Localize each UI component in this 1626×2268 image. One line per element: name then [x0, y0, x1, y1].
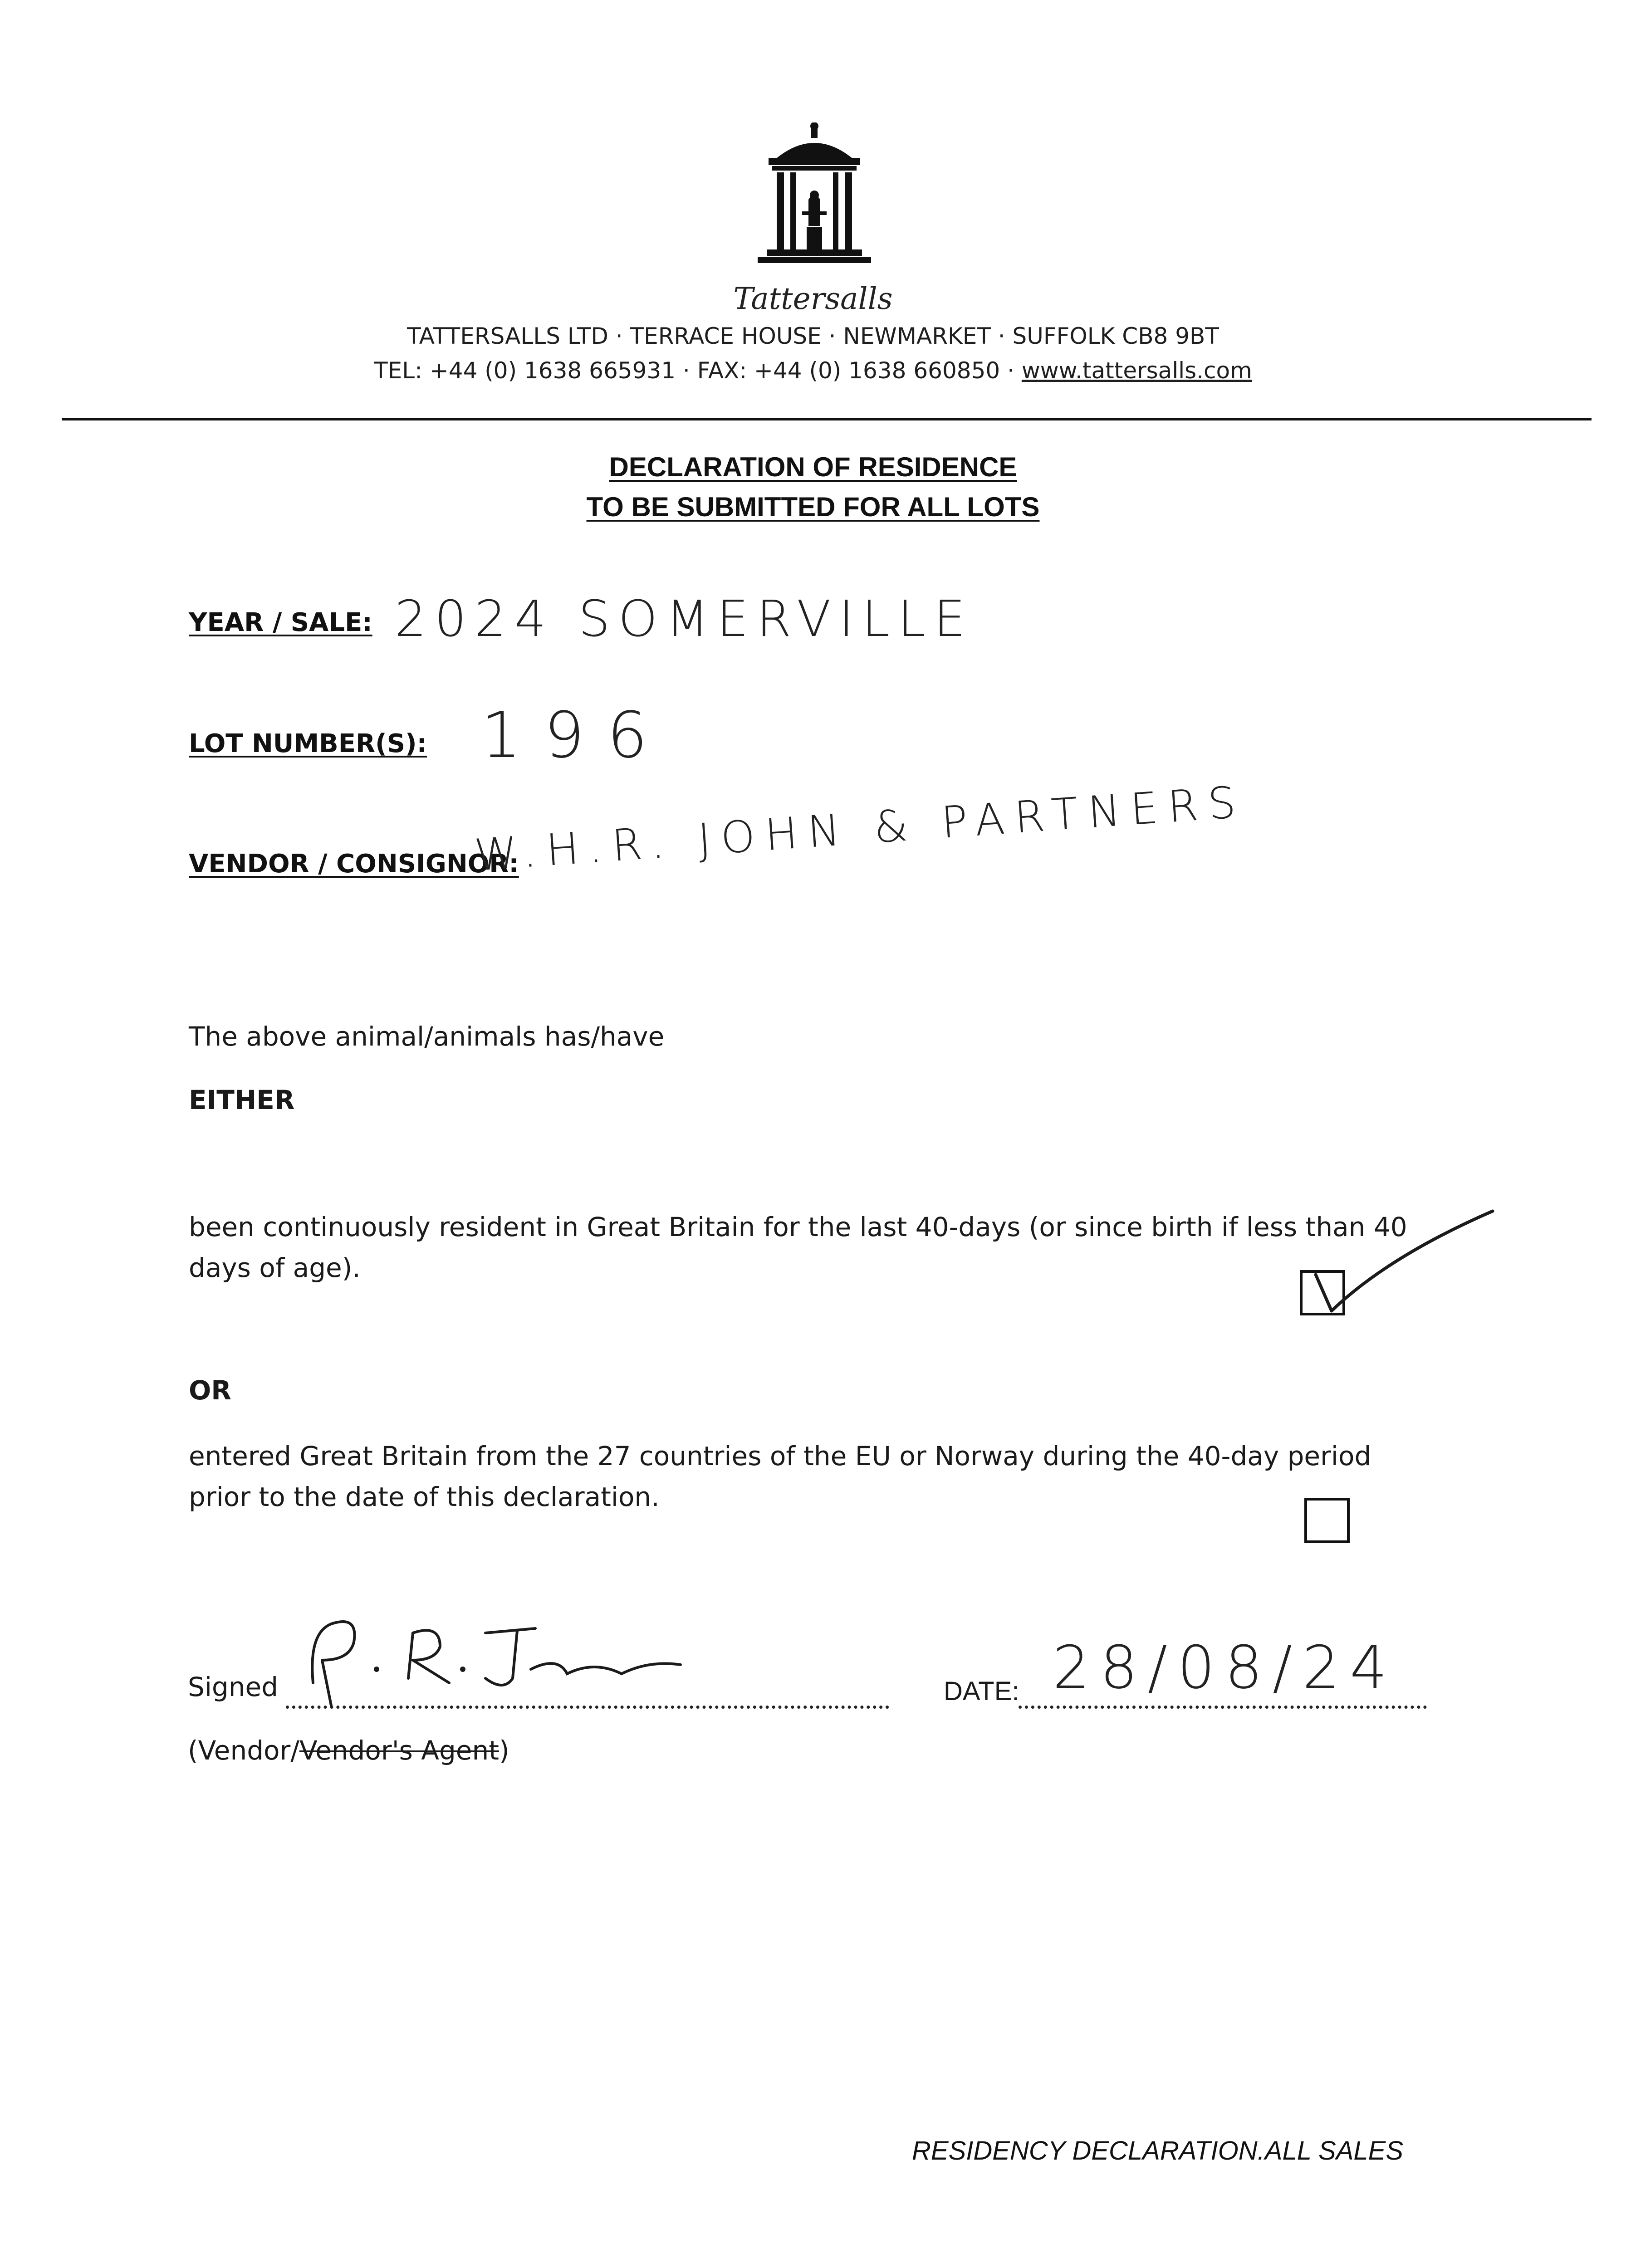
- vendor-consignor-label: VENDOR / CONSIGNOR:: [189, 849, 519, 879]
- vendor-consignor-value[interactable]: W.H.R. JOHN & PARTNERS: [473, 776, 1248, 881]
- option-2-checkbox[interactable]: [1304, 1498, 1350, 1543]
- signatory-role: [188, 1735, 509, 1766]
- option-2-line-2: prior to the date of this declaration.: [189, 1481, 660, 1512]
- date-line[interactable]: [1019, 1706, 1427, 1709]
- option-2-text: [189, 1436, 1371, 1517]
- contact-details: TEL: +44 (0) 1638 665931 · FAX: +44 (0) 1638 660850 ·: [374, 357, 1022, 384]
- year-sale-value[interactable]: 2024 SOMERVILLE: [395, 590, 974, 648]
- tattersalls-logo: [749, 122, 880, 281]
- role-suffix: ): [499, 1735, 509, 1766]
- address-line: TATTERSALLS LTD · TERRACE HOUSE · NEWMARKET · SUFFOLK CB8 9BT: [407, 323, 1219, 349]
- option-1-text: [189, 1207, 1407, 1288]
- document-subtitle: TO BE SUBMITTED FOR ALL LOTS: [586, 492, 1040, 522]
- brand-name: Tattersalls: [733, 281, 893, 316]
- role-prefix: (Vendor/: [188, 1735, 299, 1766]
- or-heading: OR: [189, 1375, 231, 1406]
- either-heading: EITHER: [189, 1085, 295, 1115]
- header-divider: [62, 418, 1592, 420]
- document-title: DECLARATION OF RESIDENCE: [609, 452, 1017, 482]
- year-sale-label: YEAR / SALE:: [189, 608, 372, 637]
- check-mark-icon: [1298, 1207, 1502, 1325]
- intro-text: The above animal/animals has/have: [189, 1021, 665, 1052]
- contact-line: [0, 357, 1626, 384]
- option-1-line-2: days of age).: [189, 1252, 361, 1283]
- role-struck-option: Vendor's Agent: [299, 1735, 499, 1766]
- option-2-line-1: entered Great Britain from the 27 countries of the EU or Norway during the 40-day period: [189, 1441, 1371, 1471]
- lot-number-label: LOT NUMBER(S):: [189, 729, 427, 758]
- signed-label: Signed: [188, 1672, 279, 1702]
- signature-image: [304, 1606, 694, 1724]
- lot-number-value[interactable]: 196: [481, 699, 671, 772]
- date-label: DATE:: [944, 1677, 1019, 1706]
- option-1-line-1: been continuously resident in Great Britain for the last 40-days (or since birth if less than 40: [189, 1212, 1407, 1242]
- website-link[interactable]: www.tattersalls.com: [1021, 357, 1252, 384]
- footer-text: RESIDENCY DECLARATION.ALL SALES: [912, 2136, 1404, 2165]
- date-value[interactable]: 28/08/24: [1053, 1633, 1397, 1702]
